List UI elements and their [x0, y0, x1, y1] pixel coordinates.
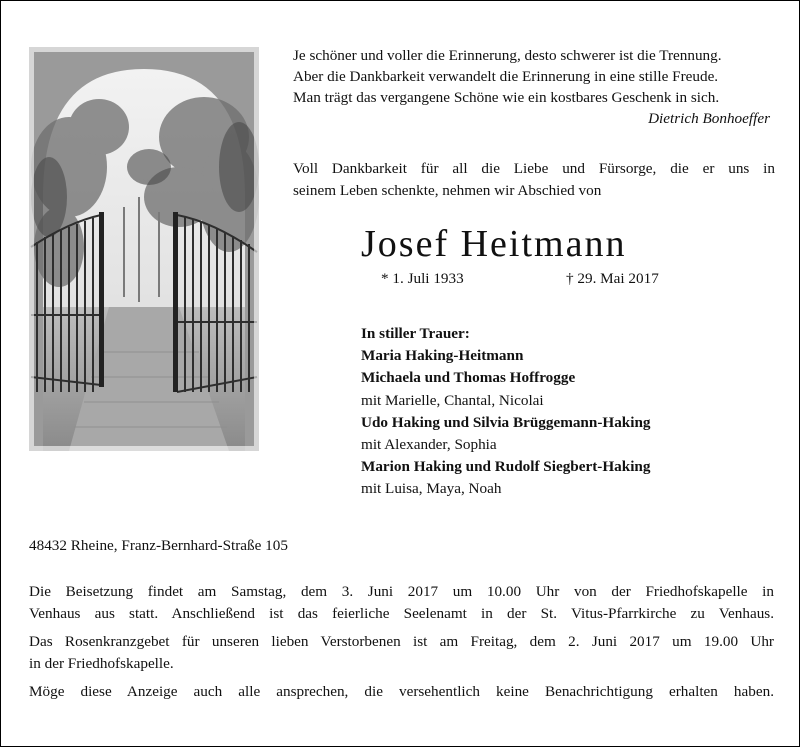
intro-line: Voll Dankbarkeit für all die Liebe und Fürsorge, die er uns in — [293, 160, 775, 177]
funeral-text-line: Die Beisetzung findet am Samstag, dem 3. Juni 2017 um 10.00 Uhr von der Friedhofskapelle in — [29, 583, 774, 600]
service-details — [29, 581, 774, 703]
mourners-list — [361, 323, 781, 501]
funeral-text-line: Venhaus aus statt. Anschließend ist das feierliche Seelenamt in der St. Vitus-Pfarrkirche zu Venhaus. — [29, 605, 774, 622]
mourner-name: Michaela und Thomas Hoffrogge — [361, 369, 576, 387]
quote-author: Dietrich Bonhoeffer — [648, 110, 770, 127]
rosary-text-line: in der Friedhofskapelle. — [29, 655, 174, 672]
rosary-text-line: Das Rosenkranzgebet für unseren lieben Verstorbenen ist am Freitag, dem 2. Juni 2017 um 19.00 Uhr — [29, 633, 774, 650]
bonhoeffer-quote — [293, 45, 775, 129]
quote-line: Man trägt das vergangene Schöne wie ein kostbares Geschenk in sich. — [293, 89, 720, 106]
intro-line: seinem Leben schenkte, nehmen wir Abschied von — [293, 182, 602, 199]
mourner-name: Udo Haking und Silvia Brüggemann-Haking — [361, 413, 651, 431]
mourner-children: mit Marielle, Chantal, Nicolai — [361, 391, 544, 409]
mourner-children: mit Alexander, Sophia — [361, 436, 497, 454]
quote-line: Je schöner und voller die Erinnerung, desto schwerer ist die Trennung. — [293, 47, 722, 64]
birth-date: * 1. Juli 1933 — [381, 270, 464, 287]
mourner-name: Marion Haking und Rudolf Siegbert-Haking — [361, 458, 651, 476]
deceased-name: Josef Heitmann — [361, 223, 627, 265]
closing-text: Möge diese Anzeige auch alle ansprechen, die versehentlich keine Benachrichtigung erhalten haben. — [29, 683, 774, 700]
family-address: 48432 Rheine, Franz-Bernhard-Straße 105 — [29, 537, 288, 554]
quote-line: Aber die Dankbarkeit verwandelt die Erinnerung in eine stille Freude. — [293, 68, 719, 85]
death-date: † 29. Mai 2017 — [566, 270, 659, 287]
garden-gate-photo — [29, 47, 259, 451]
mourner-name: Maria Haking-Heitmann — [361, 347, 524, 365]
mourner-children: mit Luisa, Maya, Noah — [361, 480, 502, 498]
farewell-intro — [293, 158, 775, 202]
mourners-heading: In stiller Trauer: — [361, 325, 470, 342]
